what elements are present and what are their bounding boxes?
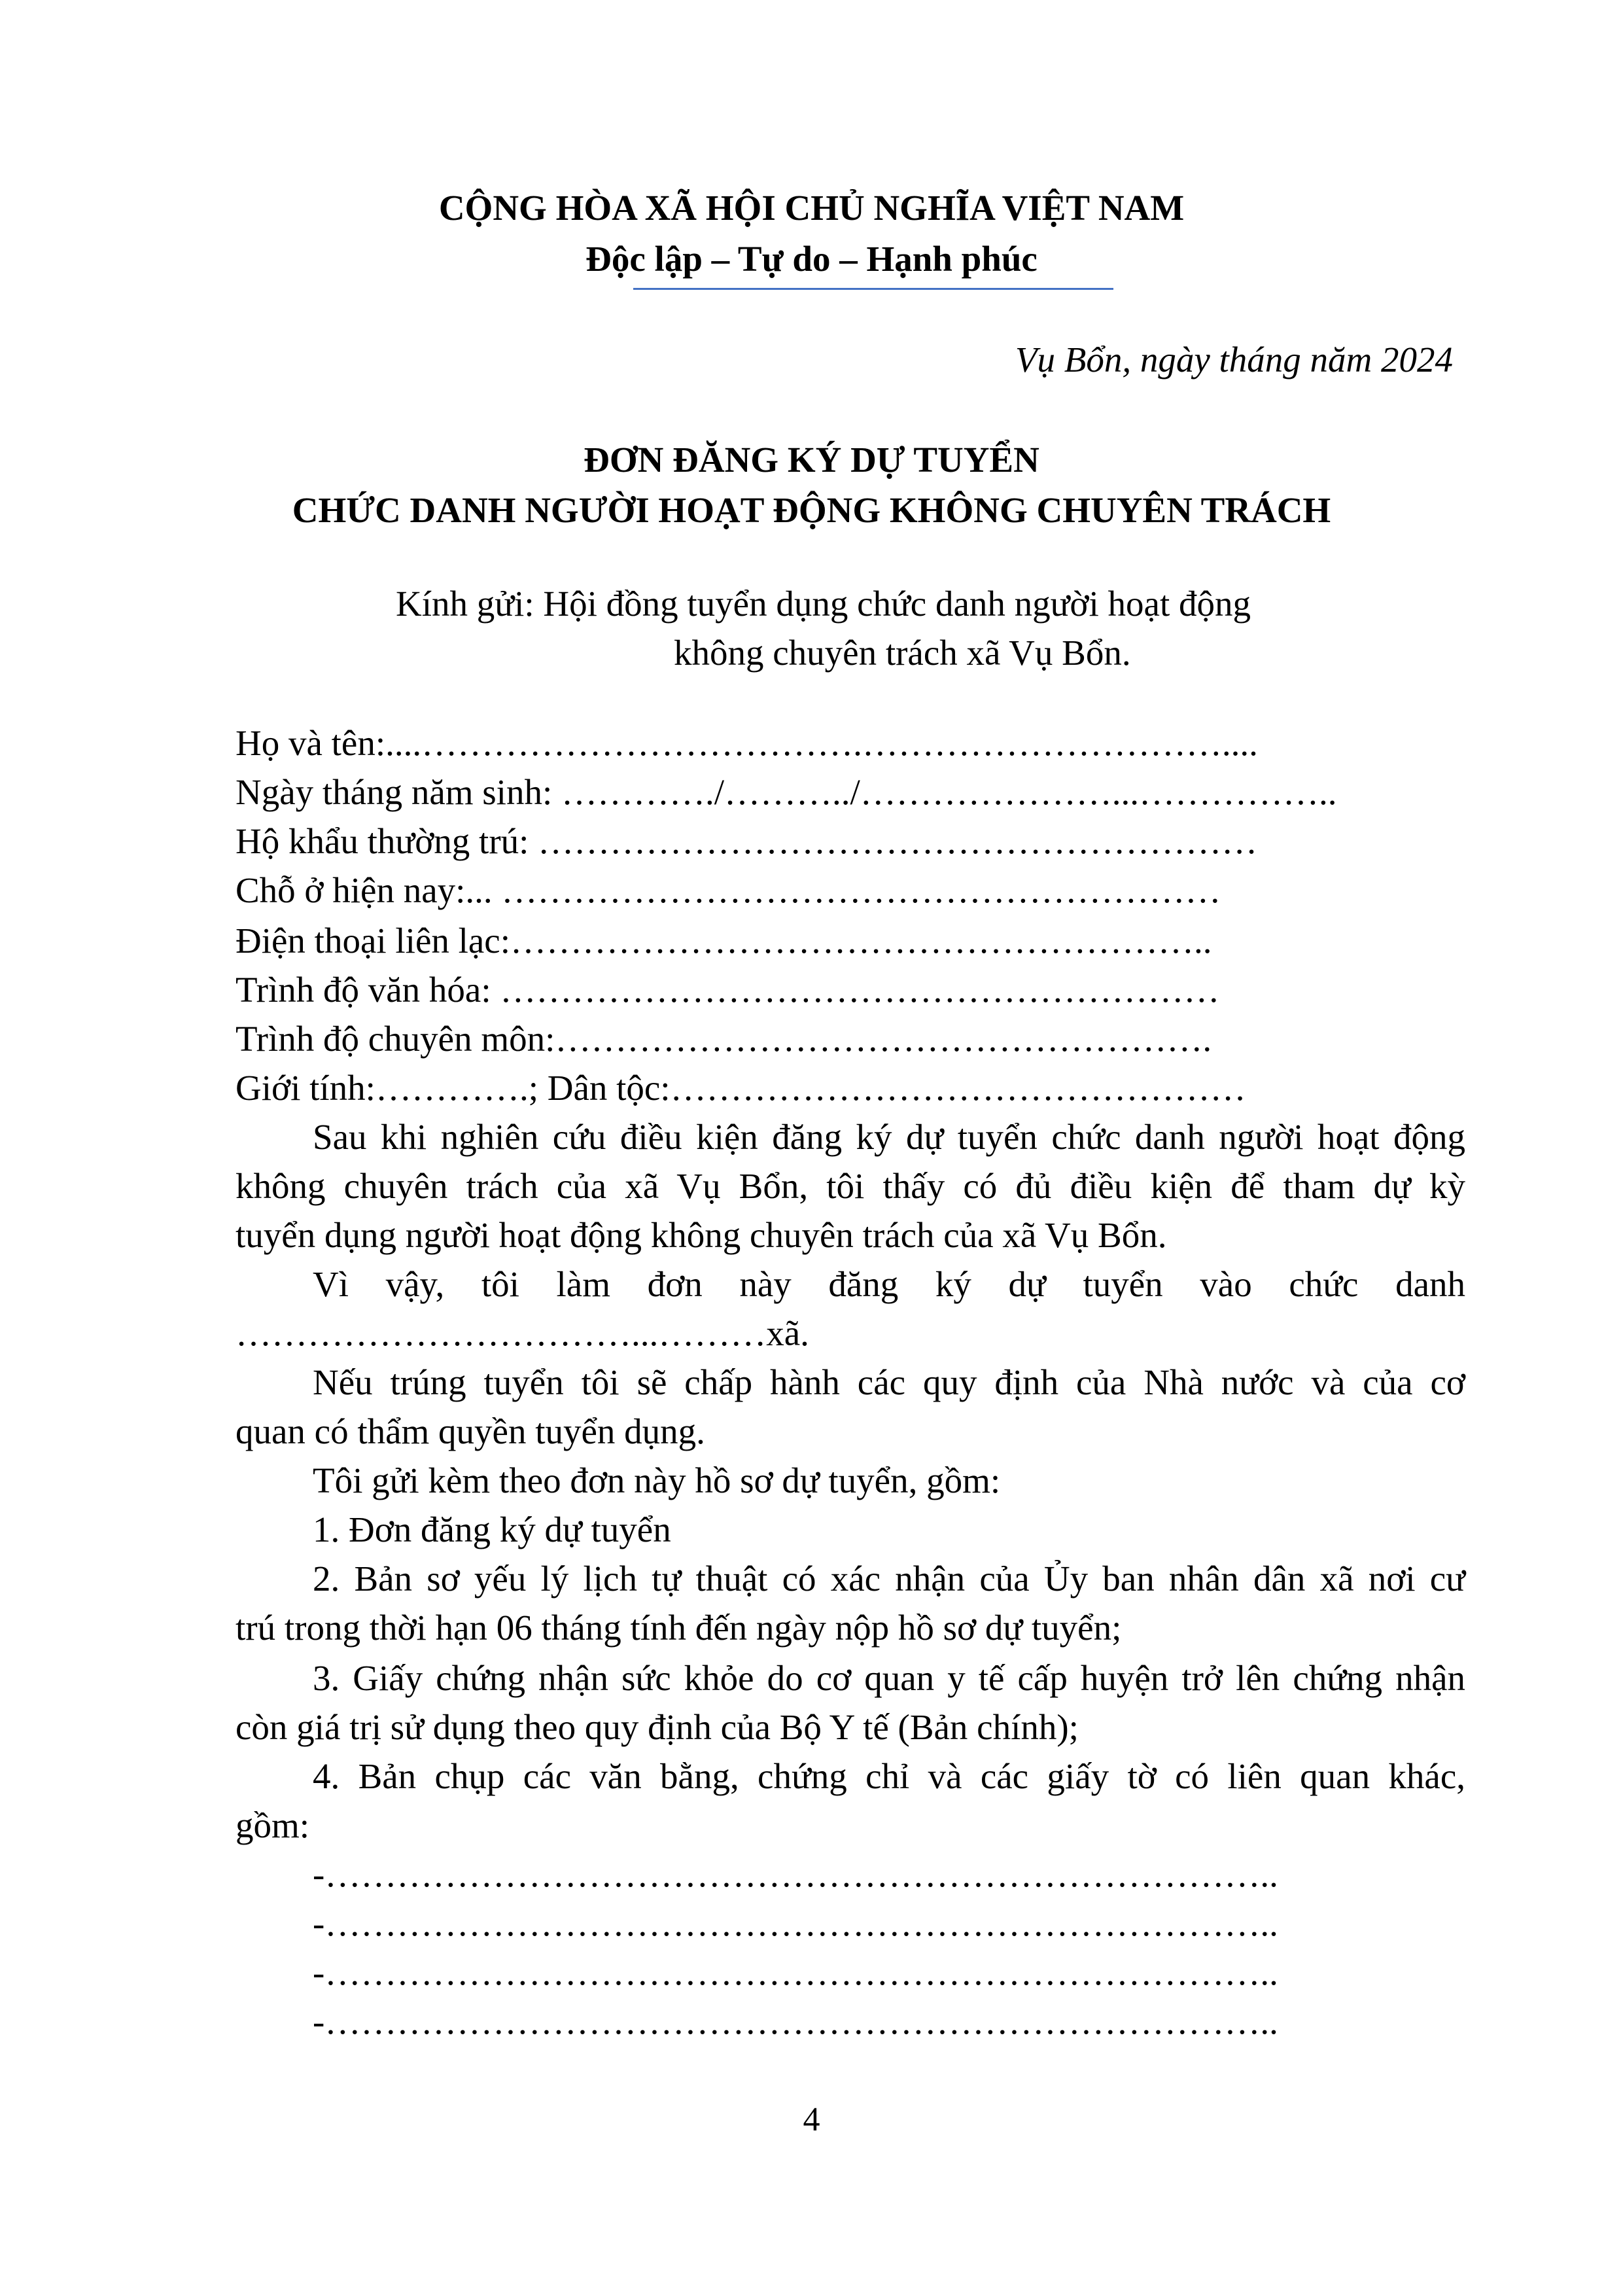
item2-line2: trú trong thời hạn 06 tháng tính đến ngày nộp hồ sơ dự tuyển; — [236, 1608, 1122, 1648]
item3-line1: 3. Giấy chứng nhận sức khỏe do cơ quan y tế cấp huyện trở lên chứng nhận — [313, 1658, 1465, 1698]
field-phone: Điện thoại liên lạc:………………………………………………….. — [236, 921, 1212, 961]
attachment-line: -…………………………………………………………………….. — [313, 1952, 1278, 1992]
page-number: 4 — [803, 2101, 820, 2138]
form-title-line2: CHỨC DANH NGƯỜI HOẠT ĐỘNG KHÔNG CHUYÊN TRÁCH — [292, 490, 1331, 530]
field-dob: Ngày tháng năm sinh: …………./………../…………………...…………….. — [236, 772, 1337, 812]
para3-line2: quan có thẩm quyền tuyển dụng. — [236, 1411, 705, 1451]
item1: 1. Đơn đăng ký dự tuyển — [313, 1510, 671, 1549]
attachment-line: -…………………………………………………………………….. — [313, 1854, 1278, 1894]
para4: Tôi gửi kèm theo đơn này hồ sơ dự tuyển, gồm: — [313, 1460, 1001, 1500]
field-name: Họ và tên:....……………………………….………………………….... — [236, 723, 1258, 763]
para1-line3: tuyển dụng người hoạt động không chuyên trách của xã Vụ Bổn. — [236, 1215, 1167, 1255]
field-specialty: Trình độ chuyên môn:………………………………………………. — [236, 1019, 1212, 1059]
item2-line1: 2. Bản sơ yếu lý lịch tự thuật có xác nhận của Ủy ban nhân dân xã nơi cư — [313, 1559, 1465, 1598]
motto: Độc lập – Tự do – Hạnh phúc — [585, 239, 1038, 279]
attachment-line: -…………………………………………………………………….. — [313, 1903, 1278, 1943]
recipient-line1: Kính gửi: Hội đồng tuyển dụng chức danh người hoạt động — [396, 584, 1251, 624]
para3-line1: Nếu trúng tuyển tôi sẽ chấp hành các quy định của Nhà nước và của cơ — [313, 1362, 1465, 1402]
item4-line1: 4. Bản chụp các văn bằng, chứng chỉ và các giấy tờ có liên quan khác, — [313, 1756, 1465, 1796]
field-gender-ethnicity: Giới tính:………….; Dân tộc:………………………………………… — [236, 1068, 1246, 1108]
place-date: Vụ Bổn, ngày tháng năm 2024 — [1015, 340, 1453, 380]
nation-heading: CỘNG HÒA XÃ HỘI CHỦ NGHĨA VIỆT NAM — [438, 188, 1185, 228]
motto-underline — [633, 288, 1113, 290]
para1-line1: Sau khi nghiên cứu điều kiện đăng ký dự tuyển chức danh người hoạt động — [313, 1117, 1465, 1157]
field-current-address: Chỗ ở hiện nay:... …………………………………………………… — [236, 870, 1221, 910]
para1-line2: không chuyên trách của xã Vụ Bổn, tôi thấy có đủ điều kiện để tham dự kỳ — [236, 1166, 1465, 1206]
field-residence: Hộ khẩu thường trú: …………………………………………………… — [236, 821, 1258, 861]
field-education: Trình độ văn hóa: …………………………………………………… — [236, 970, 1220, 1010]
item3-line2: còn giá trị sử dụng theo quy định của Bộ Y tế (Bản chính); — [236, 1707, 1079, 1747]
form-title-line1: ĐƠN ĐĂNG KÝ DỰ TUYỂN — [584, 440, 1039, 480]
para2-line2: ……………………………...………xã. — [236, 1313, 809, 1353]
para2-line1: Vì vậy, tôi làm đơn này đăng ký dự tuyển vào chức danh — [313, 1264, 1465, 1304]
recipient-line2: không chuyên trách xã Vụ Bổn. — [674, 633, 1131, 673]
item4-line2: gồm: — [236, 1805, 310, 1845]
attachment-line: -…………………………………………………………………….. — [313, 2002, 1278, 2041]
